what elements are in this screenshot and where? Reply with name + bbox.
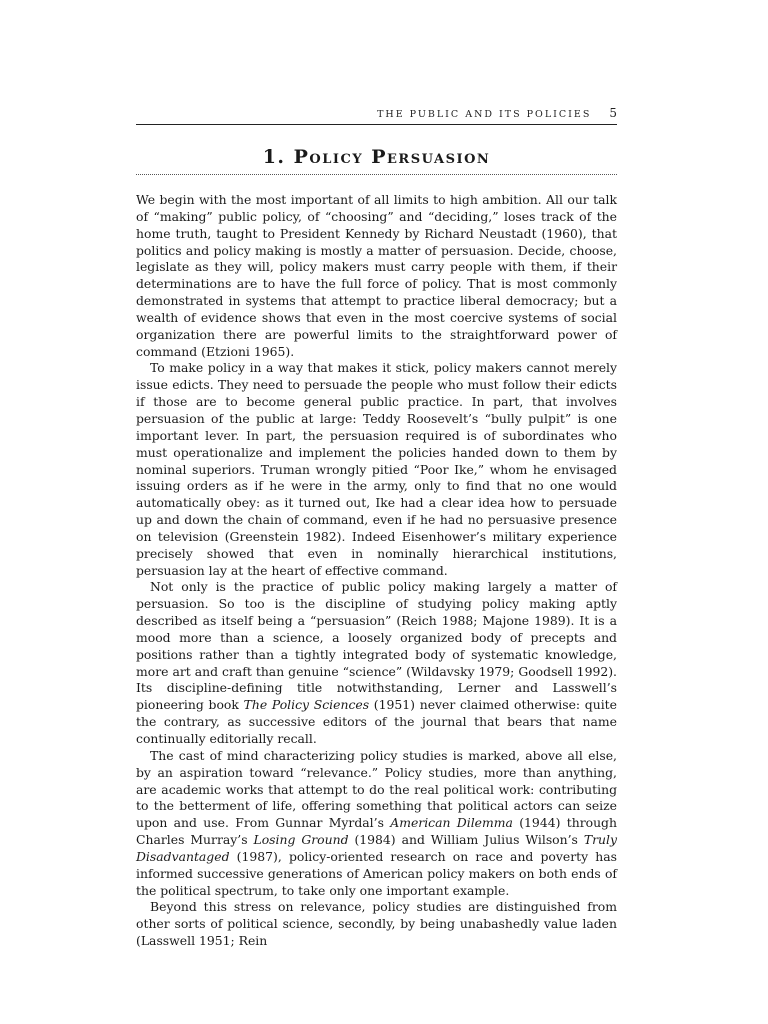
text-run: Not only is the practice of public policy making largely a matter of persuasion. So too is the discipline of studying policy making aptly described as itself being a “persuasion” (Reich 1988; Majone 1989). It is a mood more than a science, a loosely organized body of precepts and positions rather than a tightly integrated body of systematic knowledge, more art and craft than genuine “science” (Wildavsky 1979; Goodsell 1992). Its discipline-defining title notwithstanding, Lerner and Lasswell’s pioneering book [136,579,617,713]
running-head [136,106,617,120]
paragraph [136,360,617,579]
text-run: We begin with the most important of all limits to high ambition. All our talk of “making” public policy, of “choosing” and “deciding,” loses track of the home truth, taught to President Kennedy by Richard Neustadt (1960), that politics and policy making is mostly a matter of persuasion. Decide, choose, legislate as they will, policy makers must carry people with them, if their determinations are to have the full force of policy. That is most commonly demonstrated in systems that attempt to practice liberal democracy; but a wealth of evidence shows that even in the most coercive systems of social organization there are powerful limits to the straightforward power of command (Etzioni 1965). [136,192,617,359]
running-head-title: THE PUBLIC AND ITS POLICIES [377,109,592,120]
paragraph [136,899,617,950]
text-run: To make policy in a way that makes it stick, policy makers cannot merely issue edicts. They need to persuade the people who must follow their edicts if those are to become general public practice. In part, that involves persuasion of the public at large: Teddy Roosevelt’s “bully pulpit” is one important lever. In part, the persuasion required is of subordinates who must operationalize and implement the policies handed down to them by nominal superiors. Truman wrongly pitied “Poor Ike,” whom he envisaged issuing orders as if he were in the army, only to find that no one would automatically obey: as it turned out, Ike had a clear idea how to persuade up and down the chain of command, even if he had no persuasive presence on television (Greenstein 1982). Indeed Eisenhower’s military experience precisely showed that even in nominally hierarchical institutions, persuasion lay at the heart of effective command. [136,360,617,578]
paragraph [136,748,617,900]
text-run: (1944) through Charles Murray’s [136,815,617,848]
page-number: 5 [609,106,617,120]
text-run: The cast of mind characterizing policy studies is marked, above all else, by an aspiration toward “relevance.” Policy studies, more than anything, are academic works that attempt to do the real political work: contributing to the betterment of life, offering something that political actors can seize upon and use. From Gunnar Myrdal’s [136,747,617,831]
text-run: (1984) and William Julius Wilson’s [348,832,584,848]
text-run: Beyond this stress on relevance, policy studies are distinguished from other sorts of political science, secondly, by being unabashedly value laden (Lasswell 1951; Rein [136,899,617,949]
book-title-italic: Losing Ground [253,832,349,848]
section-title-rule [136,174,617,175]
header-rule [136,124,617,125]
text-run: (1987), policy-oriented research on race and poverty has informed successive generations of American policy makers on both ends of the political spectrum, to take only one important example. [136,848,617,898]
book-title-italic: The Policy Sciences [243,697,370,713]
section-title: 1. Policy Persuasion [262,146,491,168]
paragraph [136,579,617,747]
paragraph [136,192,617,360]
text-run: (1951) never claimed otherwise: quite the contrary, as successive editors of the journal that bears that name continually editorially recall. [136,697,617,746]
body-text [136,192,617,950]
book-title-italic: Truly Disadvantaged [136,832,617,864]
book-title-italic: American Dilemma [390,815,513,831]
